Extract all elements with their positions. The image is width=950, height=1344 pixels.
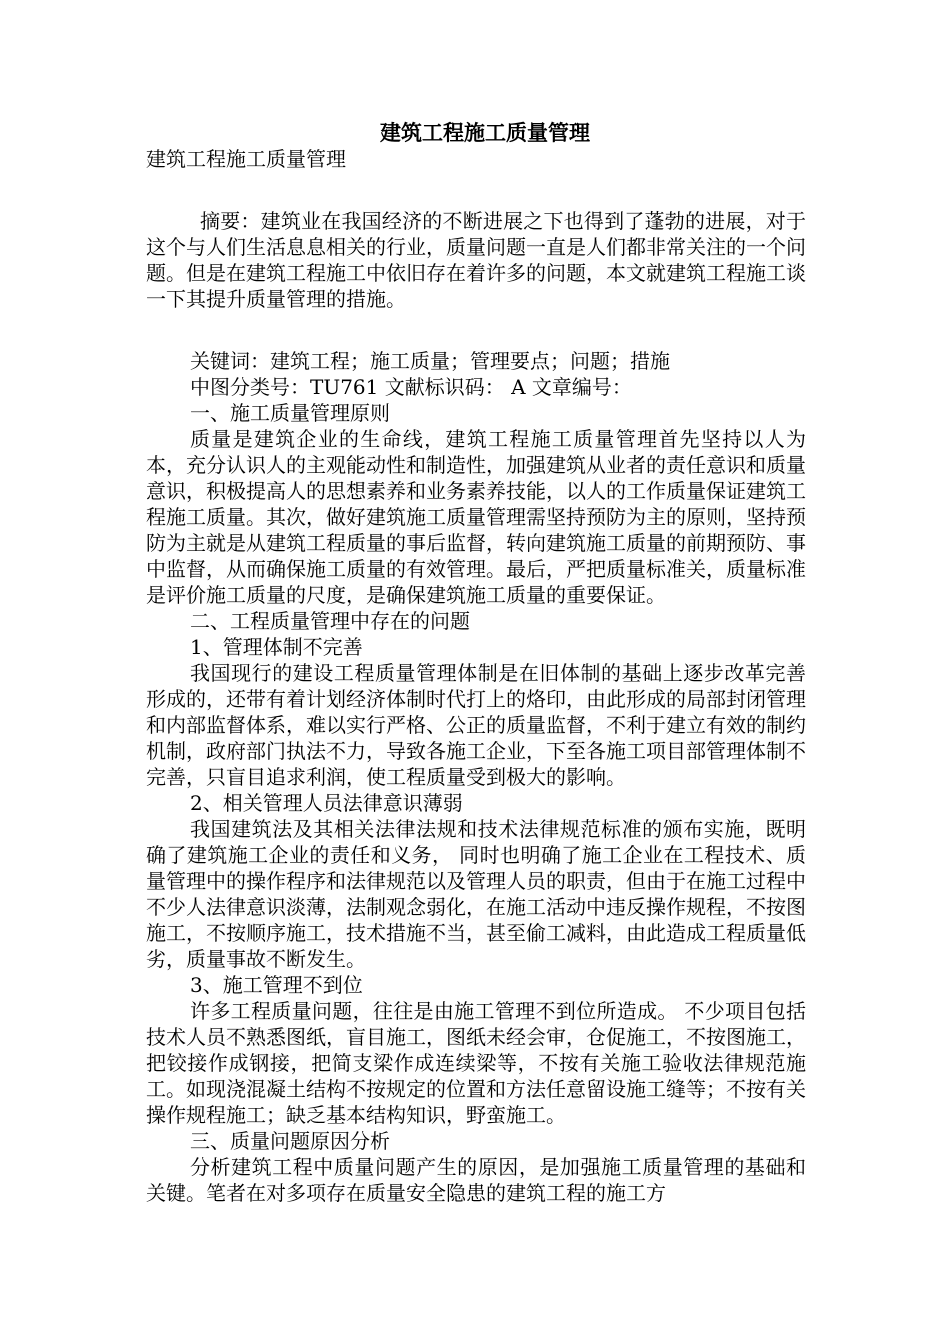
blank-line xyxy=(146,312,806,348)
section-paragraph: 质量是建筑企业的生命线，建筑工程施工质量管理首先坚持以人为本，充分认识人的主观能动性和制造性，加强建筑从业者的责任意识和质量意识，积极提高人的思想素养和业务素养技能，以人的工作质量保证建筑工程施工质量。其次，做好建筑施工质量管理需坚持预防为主的原则，坚持预防为主就是从建筑工程质量的事后监督，转向建筑施工质量的前期预防、事中监督，从而确保施工质量的有效管理。最后，严把质量标准关，质量标准是评价施工质量的尺度，是确保建筑施工质量的重要保证。 xyxy=(146,427,806,607)
document-title: 建筑工程施工质量管理 xyxy=(380,120,590,145)
section-paragraph: 分析建筑工程中质量问题产生的原因，是加强施工质量管理的基础和关键。笔者在对多项存在质量安全隐患的建筑工程的施工方 xyxy=(146,1155,806,1205)
subsection-heading: 3、施工管理不到位 xyxy=(190,973,363,997)
keywords-line: 关键词：建筑工程；施工质量；管理要点；问题；措施 xyxy=(190,349,670,373)
section-heading: 一、施工质量管理原则 xyxy=(190,401,390,425)
subsection-heading: 2、相关管理人员法律意识薄弱 xyxy=(190,791,463,815)
section-paragraph: 许多工程质量问题，往往是由施工管理不到位所造成。 不少项目包括技术人员不熟悉图纸，盲目施工，图纸未经会审，仓促施工，不按图施工，把铰接作成钢接，把简支梁作成连续梁等，不按有关施工验收法律规范施工。如现浇混凝土结构不按规定的位置和方法任意留设施工缝等；不按有关操作规程施工；缺乏基本结构知识，野蛮施工。 xyxy=(146,999,806,1127)
abstract-paragraph: 摘要：建筑业在我国经济的不断进展之下也得到了蓬勃的进展，对于这个与人们生活息息相关的行业，质量问题一直是人们都非常关注的一个问题。但是在建筑工程施工中依旧存在着许多的问题，本文就建筑工程施工谈一下其提升质量管理的措施。 xyxy=(146,209,806,311)
section-paragraph: 我国建筑法及其相关法律法规和技术法律规范标准的颁布实施，既明确了建筑施工企业的责任和义务， 同时也明确了施工企业在工程技术、质量管理中的操作程序和法律规范以及管理人员的职责，但由于在施工过程中不少人法律意识淡薄，法制观念弱化，在施工活动中违反操作规程，不按图施工，不按顺序施工，技术措施不当，甚至偷工减料，由此造成工程质量低劣，质量事故不断发生。 xyxy=(146,817,806,971)
subsection-heading: 1、管理体制不完善 xyxy=(190,635,363,659)
section-paragraph: 我国现行的建设工程质量管理体制是在旧体制的基础上逐步改革完善形成的，还带有着计划经济体制时代打上的烙印，由此形成的局部封闭管理和内部监督体系，难以实行严格、公正的质量监督，不利于建立有效的制约机制，政府部门执法不力，导致各施工企业，下至各施工项目部管理体制不完善，只盲目追求利润，使工程质量受到极大的影响。 xyxy=(146,661,806,789)
blank-line xyxy=(146,172,806,208)
document-subtitle: 建筑工程施工质量管理 xyxy=(146,147,346,171)
section-heading: 二、工程质量管理中存在的问题 xyxy=(190,609,470,633)
section-heading: 三、质量问题原因分析 xyxy=(190,1129,390,1153)
document-page xyxy=(146,120,806,1206)
classification-line: 中图分类号：TU761 文献标识码： A 文章编号： xyxy=(190,375,632,399)
